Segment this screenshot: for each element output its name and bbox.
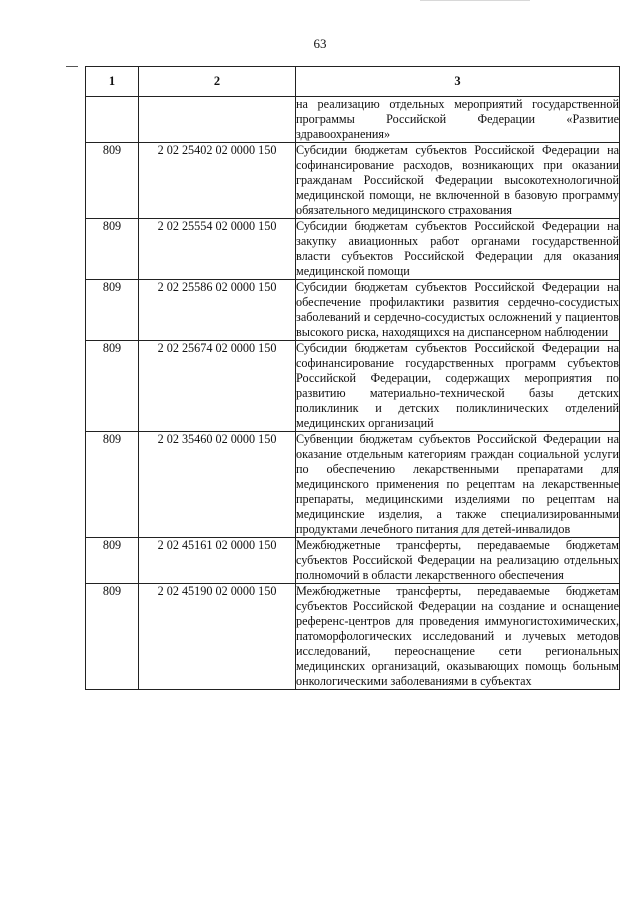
table-row bbox=[86, 432, 620, 538]
description-cell: на реализацию отдельных мероприятий государственной программы Российской Федерации «Развитие здравоохранения» bbox=[296, 97, 619, 141]
table-row bbox=[86, 97, 620, 143]
description-cell: Межбюджетные трансферты, передаваемые бюджетам субъектов Российской Федерации на реализацию отдельных полномочий в области лекарственного обеспечения bbox=[296, 538, 619, 582]
revenue-code-cell: 2 02 45161 02 0000 150 bbox=[139, 538, 296, 584]
scan-top-edge-line bbox=[420, 0, 530, 1]
admin-code-cell: 809 bbox=[86, 219, 139, 280]
admin-code-cell bbox=[86, 97, 139, 143]
table-row bbox=[86, 341, 620, 432]
admin-code-cell: 809 bbox=[86, 584, 139, 690]
revenue-code-cell: 2 02 25554 02 0000 150 bbox=[139, 219, 296, 280]
revenue-code-cell: 2 02 25586 02 0000 150 bbox=[139, 280, 296, 341]
description-cell: Субсидии бюджетам субъектов Российской Федерации на софинансирование расходов, возникающих при оказании гражданам Российской Федерации высокотехнологичной медицинской помощи, не включенной в базовую программу обязательного медицинского страхования bbox=[296, 143, 619, 217]
admin-code-cell: 809 bbox=[86, 280, 139, 341]
revenue-code-cell: 2 02 35460 02 0000 150 bbox=[139, 432, 296, 538]
admin-code-cell: 809 bbox=[86, 538, 139, 584]
table-header-row bbox=[86, 67, 620, 97]
margin-tick-mark bbox=[66, 66, 78, 67]
table-row bbox=[86, 219, 620, 280]
revenue-code-cell: 2 02 45190 02 0000 150 bbox=[139, 584, 296, 690]
description-cell: Межбюджетные трансферты, передаваемые бюджетам субъектов Российской Федерации на создание и оснащение референс-центров для проведения иммуногистохимических, патоморфологических исследований и лучевых методов исследований, переоснащение сети региональных медицинских организаций, оказывающих помощь больным онкологическими заболеваниями в субъектах bbox=[296, 584, 619, 688]
admin-code-cell: 809 bbox=[86, 143, 139, 219]
table-row bbox=[86, 143, 620, 219]
description-cell: Субсидии бюджетам субъектов Российской Федерации на софинансирование государственных программ субъектов Российской Федерации, содержащих мероприятия по развитию материально-технической базы детских поликлиник и детских поликлинических отделений медицинских организаций bbox=[296, 341, 619, 430]
description-cell: Субсидии бюджетам субъектов Российской Федерации на закупку авиационных работ органами государственной власти субъектов Российской Федерации для оказания медицинской помощи bbox=[296, 219, 619, 278]
revenue-code-cell: 2 02 25402 02 0000 150 bbox=[139, 143, 296, 219]
revenue-code-cell bbox=[139, 97, 296, 143]
page-number: 63 bbox=[313, 36, 327, 51]
description-cell: Субвенции бюджетам субъектов Российской Федерации на оказание отдельным категориям граждан социальной услуги по обеспечению лекарственными препаратами для медицинского применения по рецептам на лекарственные препараты, медицинскими изделиями по рецептам на медицинские изделия, а также специализированными продуктами лечебного питания для детей-инвалидов bbox=[296, 432, 619, 536]
admin-code-cell: 809 bbox=[86, 341, 139, 432]
header-col-3: 3 bbox=[296, 67, 620, 97]
revenue-code-cell: 2 02 25674 02 0000 150 bbox=[139, 341, 296, 432]
table-row bbox=[86, 584, 620, 690]
admin-code-cell: 809 bbox=[86, 432, 139, 538]
budget-classification-table bbox=[85, 66, 620, 690]
table-row bbox=[86, 280, 620, 341]
header-col-2: 2 bbox=[139, 67, 296, 97]
description-cell: Субсидии бюджетам субъектов Российской Федерации на обеспечение профилактики развития сердечно-сосудистых заболеваний и сердечно-сосудистых осложнений у пациентов высокого риска, находящихся на диспансерном наблюдении bbox=[296, 280, 619, 339]
header-col-1: 1 bbox=[86, 67, 139, 97]
table-row bbox=[86, 538, 620, 584]
